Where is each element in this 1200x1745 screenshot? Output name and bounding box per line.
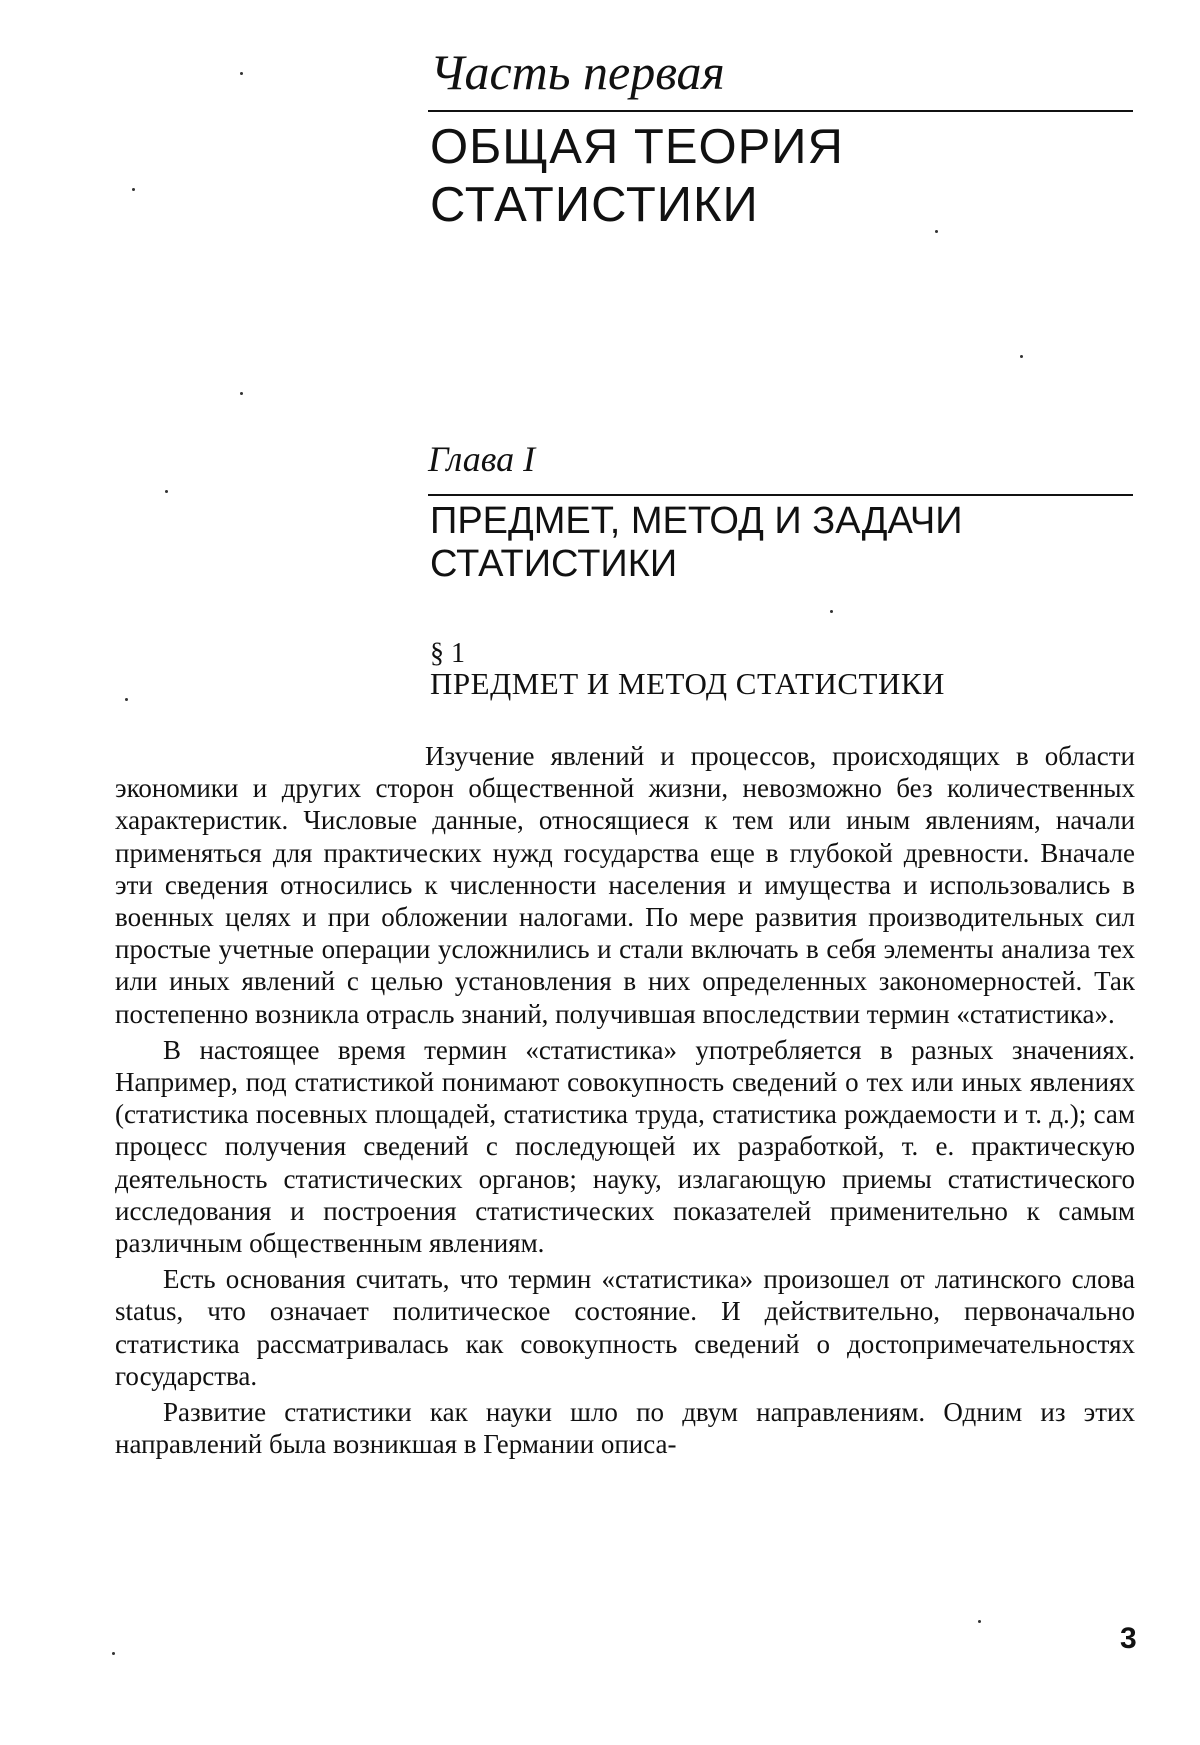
scan-speck [935, 230, 938, 233]
chapter-divider [428, 494, 1133, 496]
scan-speck [240, 72, 243, 75]
part-label: Часть первая [430, 44, 725, 100]
section-number: § 1 [430, 638, 465, 669]
scan-speck [1020, 355, 1023, 358]
paragraph: Есть основания считать, что термин «статистика» произошел от латинского слова status, что означает политическое состояние. И действительно, первоначально статистика рассматривалась как совокупность сведений о достопримечательностях государства. [115, 1264, 1135, 1391]
scan-speck [978, 1620, 981, 1623]
paragraph: Изучение явлений и процессов, происходящих в области экономики и других сторон общественной жизни, невозможно без количественных характеристик. Числовые данные, относящиеся к тем или иным явлениям, начали применяться для практических нужд государства еще в глубокой древности. Вначале эти сведения относились к численности населения и имущества и использовались в военных целях и при обложении налогами. По мере развития производительных сил простые учетные операции усложнились и стали включать в себя элементы анализа тех или иных явлений с целью установления в них определенных закономерностей. Так постепенно возникла отрасль знаний, получившая впоследствии термин «статистика». [115, 741, 1135, 1029]
scan-speck [125, 698, 128, 701]
chapter-label: Глава I [428, 439, 536, 479]
scan-speck [830, 610, 833, 613]
scan-speck [165, 490, 168, 493]
scan-speck [240, 392, 243, 395]
part-title-line-2: СТАТИСТИКИ [430, 178, 759, 232]
part-divider [428, 110, 1133, 112]
chapter-title [430, 500, 1130, 586]
chapter-title-line-1: ПРЕДМЕТ, МЕТОД И ЗАДАЧИ [430, 500, 963, 542]
chapter-title-line-2: СТАТИСТИКИ [430, 543, 678, 585]
part-title [430, 118, 1130, 234]
body-text [115, 740, 1135, 1464]
scan-speck [132, 188, 135, 191]
section-title: ПРЕДМЕТ И МЕТОД СТАТИСТИКИ [430, 666, 945, 701]
scan-speck [112, 1652, 115, 1655]
part-title-line-1: ОБЩАЯ ТЕОРИЯ [430, 120, 844, 174]
paragraph: В настоящее время термин «статистика» употребляется в разных значениях. Например, под статистикой понимают совокупность сведений о тех или иных явлениях (статистика посевных площадей, статистика труда, статистика рождаемости и т. д.); сам процесс получения сведений с последующей их разработкой, т. е. практическую деятельность статистических органов; науку, излагающую приемы статистического исследования и построения статистических показателей применительно к самым различным общественным явлениям. [115, 1034, 1135, 1259]
page-number: 3 [1120, 1622, 1137, 1655]
paragraph: Развитие статистики как науки шло по двум направлениям. Одним из этих направлений была возникшая в Германии описа- [115, 1397, 1135, 1460]
